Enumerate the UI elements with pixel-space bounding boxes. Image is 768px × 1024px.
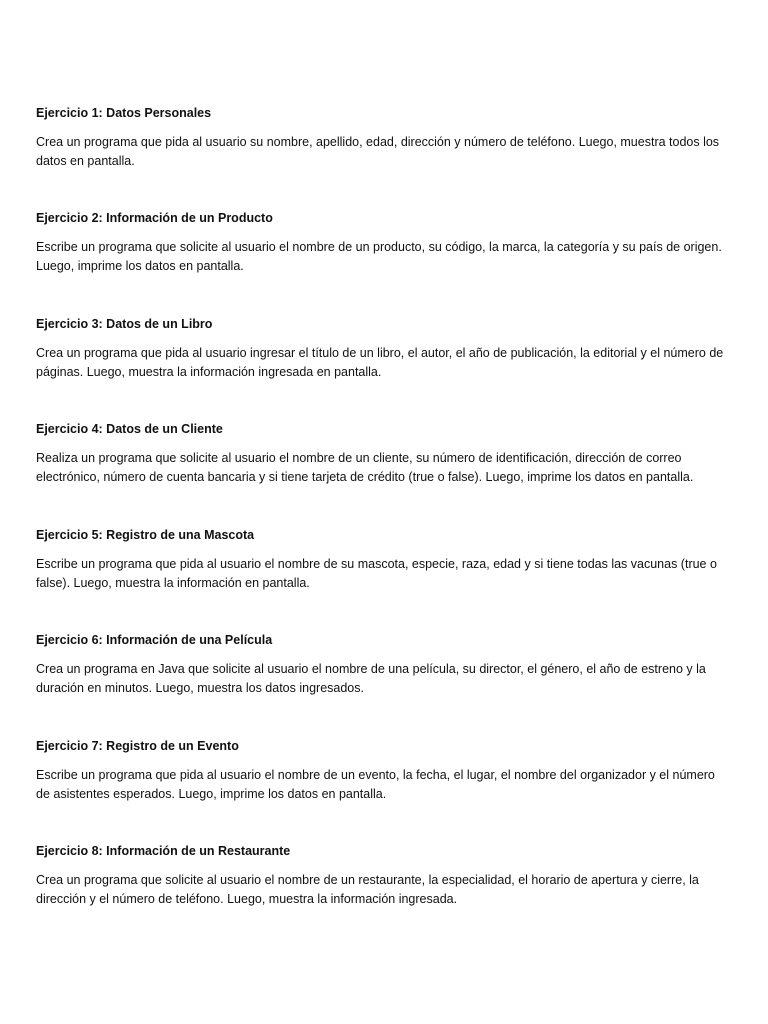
exercise-title: Ejercicio 4: Datos de un Cliente [36,422,223,436]
exercise-8 [36,842,732,909]
exercise-title: Ejercicio 1: Datos Personales [36,106,212,120]
exercise-description: Crea un programa que solicite al usuario el nombre de un restaurante, la especialidad, el horario de apertura y cierre, la dirección y el número de teléfono. Luego, muestra la información ingresada. [36,873,699,906]
exercise-2 [36,209,732,276]
exercise-description: Crea un programa en Java que solicite al usuario el nombre de una película, su director, el género, el año de estreno y la duración en minutos. Luego, muestra los datos ingresados. [36,662,706,695]
exercise-4 [36,420,732,487]
exercise-description: Crea un programa que pida al usuario ingresar el título de un libro, el autor, el año de publicación, la editorial y el número de páginas. Luego, muestra la información ingresada en pantalla. [36,346,724,379]
exercise-5 [36,526,732,593]
exercise-title: Ejercicio 6: Información de una Película [36,633,273,647]
exercise-title: Ejercicio 7: Registro de un Evento [36,739,239,753]
exercise-description: Escribe un programa que solicite al usuario el nombre de un producto, su código, la marca, la categoría y su país de origen. Luego, imprime los datos en pantalla. [36,240,722,273]
exercise-description: Escribe un programa que pida al usuario el nombre de su mascota, especie, raza, edad y si tiene todas las vacunas (true o false). Luego, muestra la información en pantalla. [36,557,717,590]
exercise-6 [36,631,732,698]
exercise-title: Ejercicio 8: Información de un Restaurante [36,844,291,858]
exercise-title: Ejercicio 5: Registro de una Mascota [36,528,255,542]
exercise-title: Ejercicio 2: Información de un Producto [36,211,273,225]
exercise-description: Escribe un programa que pida al usuario el nombre de un evento, la fecha, el lugar, el nombre del organizador y el número de asistentes esperados. Luego, imprime los datos en pantalla. [36,768,715,801]
exercise-description: Crea un programa que pida al usuario su nombre, apellido, edad, dirección y número de teléfono. Luego, muestra todos los datos en pantalla. [36,135,720,168]
exercise-1 [36,104,732,171]
exercise-title: Ejercicio 3: Datos de un Libro [36,317,213,331]
exercise-description: Realiza un programa que solicite al usuario el nombre de un cliente, su número de identificación, dirección de correo electrónico, número de cuenta bancaria y si tiene tarjeta de crédito (true o false). Luego, imprime los datos en pantalla. [36,451,694,484]
exercise-7 [36,737,732,804]
exercise-3 [36,315,732,382]
